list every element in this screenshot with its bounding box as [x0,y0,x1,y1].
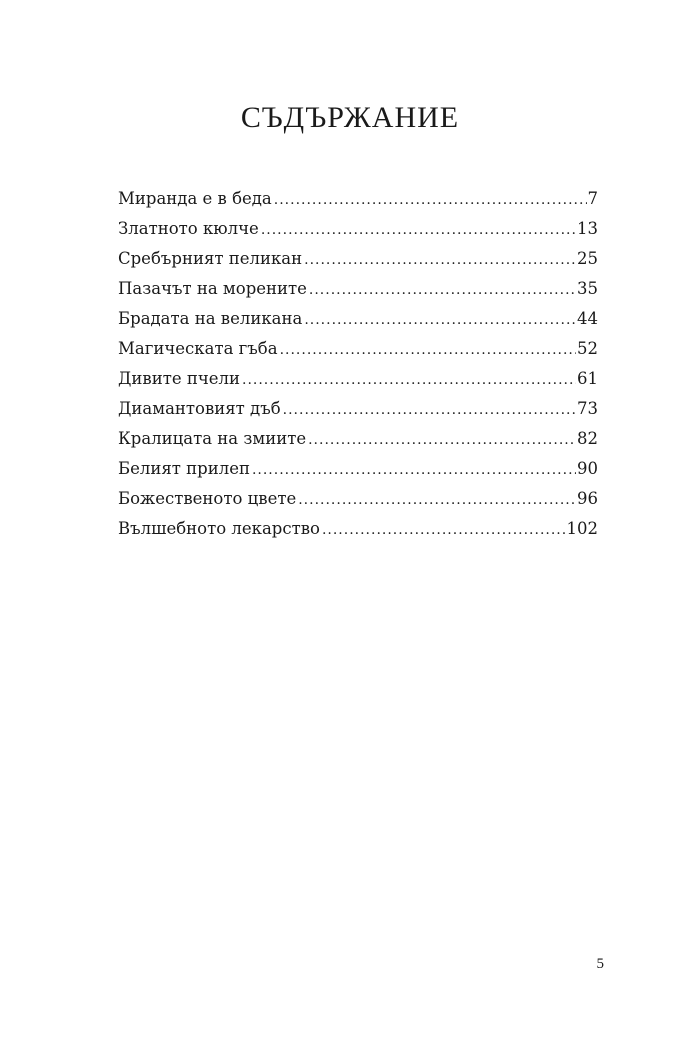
toc-entry[interactable] [118,304,598,334]
toc-dot-leader [252,455,576,485]
toc-entry-title: Дивите пчели [118,369,240,388]
toc-entry-title: Пазачът на морените [118,279,307,298]
toc-dot-leader [304,305,576,335]
page-title: СЪДЪРЖАНИЕ [240,101,460,134]
toc-entry-title: Белият прилеп [118,459,250,478]
toc-entry-page: 102 [566,519,598,538]
toc-entry-title: Кралицата на змиите [118,429,307,448]
toc-dot-leader [261,215,576,245]
toc-dot-leader [298,485,576,515]
toc-entry-page: 25 [577,249,598,268]
toc-dot-leader [280,335,576,365]
toc-dot-leader [304,245,576,275]
toc-entry-title: Магическата гъба [118,339,278,358]
toc-entry[interactable] [118,274,598,304]
toc-entry-title: Сребърният пеликан [118,249,303,268]
toc-entry[interactable] [118,184,598,214]
toc-entry-page: 96 [577,489,598,508]
toc-entry[interactable] [118,214,598,244]
toc-entry-title: Брадата на великана [118,309,303,328]
toc-entry-page: 82 [577,429,598,448]
toc-entry-page: 73 [577,399,598,418]
toc-dot-leader [283,395,576,425]
toc-entry[interactable] [118,424,598,454]
toc-entry[interactable] [118,394,598,424]
toc-entry-page: 7 [587,189,598,208]
toc-entry[interactable] [118,244,598,274]
toc-entry-title: Миранда е в беда [118,189,272,208]
toc-entry-page: 52 [577,339,598,358]
toc-entry[interactable] [118,484,598,514]
toc-entry[interactable] [118,364,598,394]
toc-entry-page: 44 [577,309,598,328]
toc-entry-title: Златното кюлче [118,219,259,238]
toc-dot-leader [242,365,576,395]
toc-entry-title: Диамантовият дъб [118,399,281,418]
toc-dot-leader [322,515,566,545]
toc-entry-page: 13 [577,219,598,238]
toc-entry-page: 35 [577,279,598,298]
toc-entry-title: Божественото цвете [118,489,297,508]
page-number: 5 [596,956,604,972]
toc-entry-page: 61 [577,369,598,388]
toc-entry[interactable] [118,514,598,544]
toc-entry-title: Вълшебното лекарство [118,519,320,538]
toc-dot-leader [308,425,576,455]
toc-dot-leader [309,275,576,305]
table-of-contents [118,184,598,544]
toc-entry-page: 90 [577,459,598,478]
toc-entry[interactable] [118,454,598,484]
toc-dot-leader [274,185,587,215]
toc-entry[interactable] [118,334,598,364]
